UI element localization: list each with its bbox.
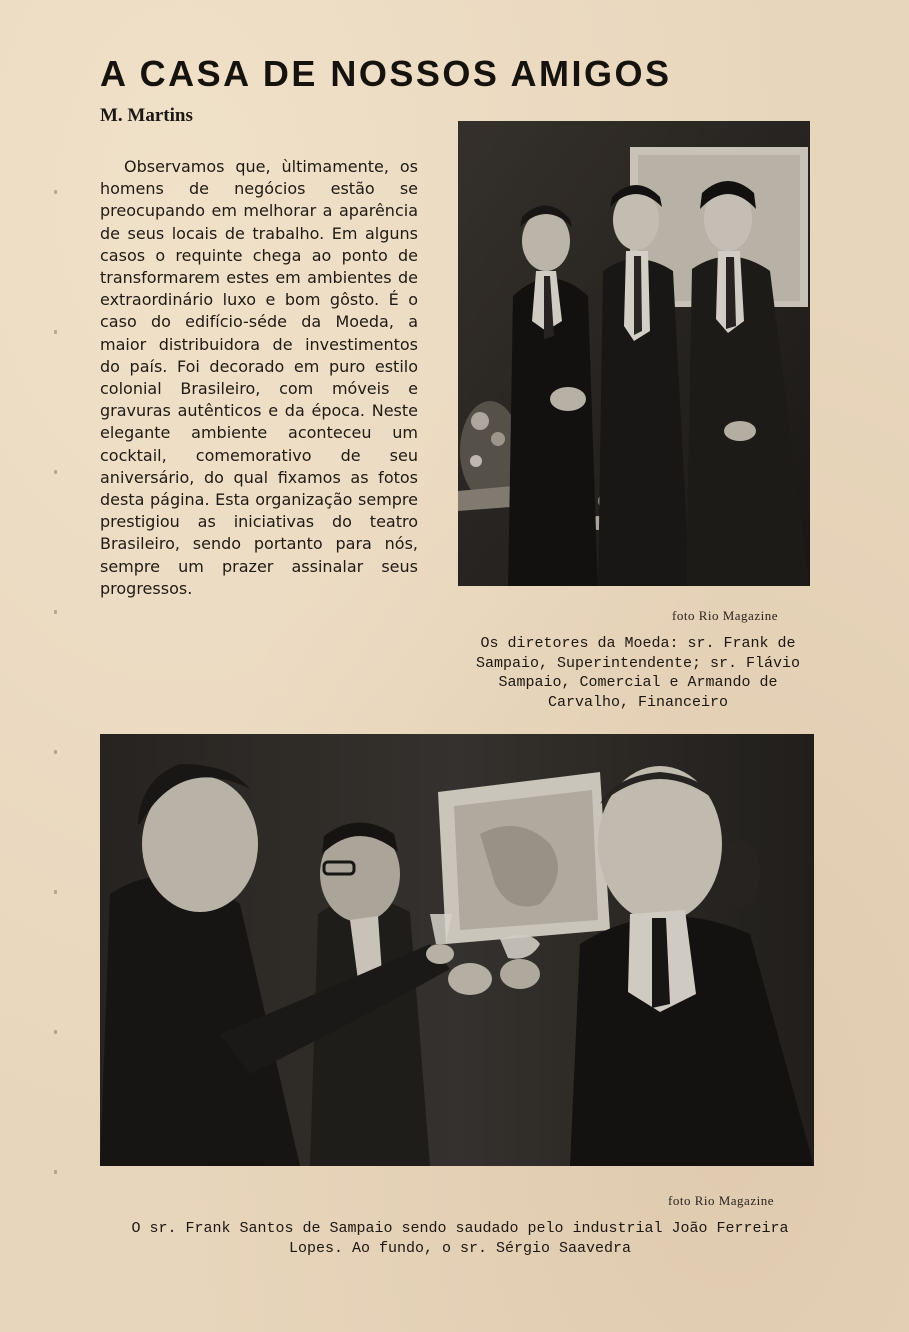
photo-directors-image	[458, 121, 810, 586]
photo-credit-top: foto Rio Magazine	[672, 608, 778, 623]
binding-hole	[54, 470, 57, 474]
binding-hole	[54, 190, 57, 194]
article-author: M. Martins	[100, 105, 193, 126]
caption-toast: O sr. Frank Santos de Sampaio sendo saudado pelo industrial João Ferreira Lopes. Ao fundo, o sr. Sérgio Saavedra	[131, 1220, 789, 1257]
article-title: A CASA DE NOSSOS AMIGOS	[100, 53, 672, 94]
article-body: Observamos que, ùltimamente, os homens de negócios estão se preocupando em melhorar a aparência de seus locais de trabalho. Em alguns casos o requinte chega ao ponto de transformarem estes em ambientes de extraordinário luxo e bom gôsto. É o caso do edifício-séde da Moeda, a maior distribuidora de investimentos do país. Foi decorado em puro estilo colonial Brasileiro, com móveis e gravuras autênticos e da época. Neste elegante ambiente aconteceu um cocktail, comemorativo de seu aniversário, do qual fixamos as fotos desta página. Esta organização sempre prestigiou as iniciativas do teatro Brasileiro, sendo portanto para nós, sempre um prazer assinalar seus progressos.	[100, 157, 418, 598]
photo-credit-bottom: foto Rio Magazine	[668, 1193, 774, 1208]
binding-hole	[54, 890, 57, 894]
binding-hole	[54, 610, 57, 614]
binding-hole	[54, 1030, 57, 1034]
photo-directors	[458, 121, 810, 586]
caption-directors: Os diretores da Moeda: sr. Frank de Sampaio, Superintendente; sr. Flávio Sampaio, Comercial e Armando de Carvalho, Financeiro	[475, 635, 801, 711]
binding-hole	[54, 1170, 57, 1174]
photo-toast	[100, 734, 814, 1166]
photo-toast-image	[100, 734, 814, 1166]
binding-hole	[54, 330, 57, 334]
binding-hole	[54, 750, 57, 754]
